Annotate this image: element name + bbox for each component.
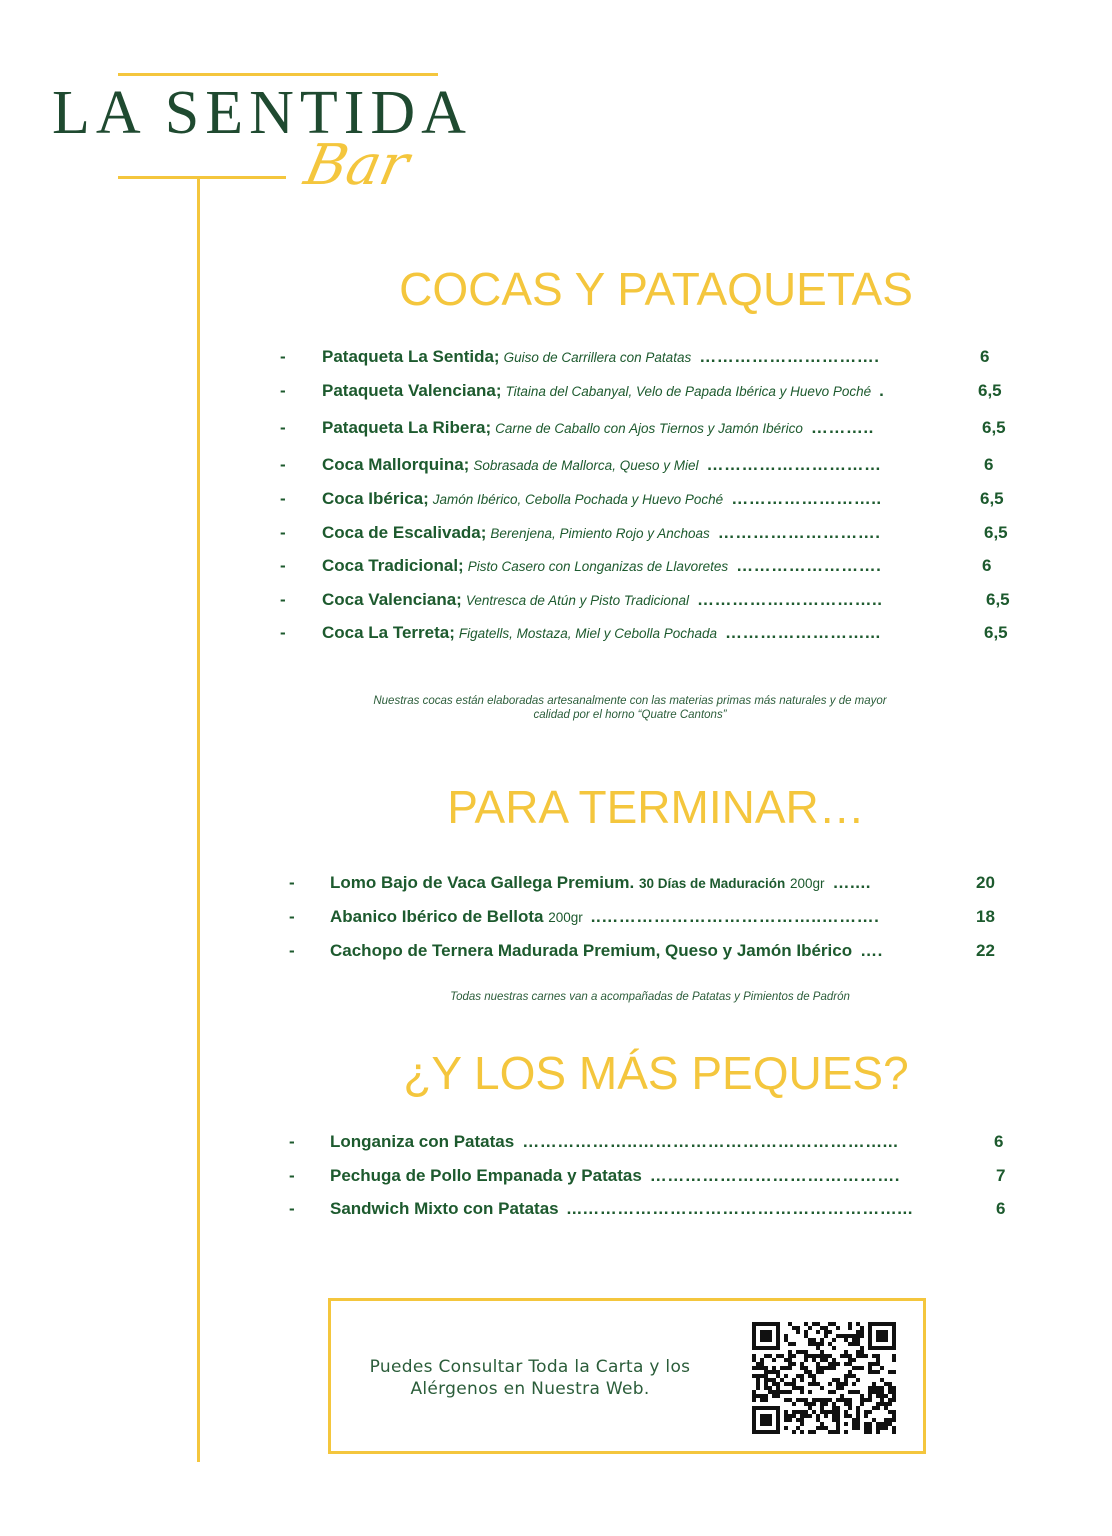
menu-item-name: Pataqueta La Sentida;: [322, 347, 500, 366]
menu-item-name: Cachopo de Ternera Madurada Premium, Queso y Jamón Ibérico: [330, 941, 853, 960]
brand-sub-script: Bar: [299, 133, 415, 198]
menu-item-leader-dots: ………..: [810, 418, 874, 437]
item-dash: -: [289, 873, 295, 892]
menu-item-name: Sandwich Mixto con Patatas: [330, 1199, 559, 1218]
brand-name: LA SENTIDA: [52, 79, 472, 147]
menu-item: [322, 489, 882, 509]
menu-item-name: Coca de Escalivada;: [322, 523, 487, 542]
section-title-peques: ¿Y LOS MÁS PEQUES?: [403, 1047, 909, 1099]
item-dash: -: [289, 1199, 295, 1218]
item-dash: -: [280, 418, 286, 437]
item-dash: -: [289, 941, 295, 960]
menu-item-leader-dots: ….: [860, 941, 883, 960]
menu-item-name: Coca Tradicional;: [322, 556, 464, 575]
menu-item-leader-dots: …………………….: [736, 556, 882, 575]
menu-item-price: 6: [996, 1199, 1006, 1218]
menu-item-description: Pisto Casero con Longanizas de Llavoretes: [467, 559, 729, 574]
menu-item-leader-dots: ……………………..: [731, 489, 882, 508]
qr-code-icon[interactable]: [752, 1322, 896, 1434]
footer-line-1: Puedes Consultar Toda la Carta y los: [369, 1357, 691, 1377]
menu-item-price: 6,5: [984, 523, 1008, 542]
menu-item-name: Pechuga de Pollo Empanada y Patatas: [330, 1166, 642, 1185]
menu-item-price: 18: [976, 907, 995, 926]
item-dash: -: [280, 590, 286, 609]
menu-item: [322, 590, 882, 610]
menu-item-leader-dots: ……………………….: [717, 523, 881, 542]
menu-item: [330, 941, 883, 961]
menu-item-price: 6,5: [980, 489, 1004, 508]
menu-item-name: Coca La Terreta;: [322, 623, 455, 642]
menu-item-weight: 200gr: [548, 910, 583, 925]
menu-item-description: Figatells, Mostaza, Miel y Cebolla Pochada: [458, 626, 718, 641]
menu-item-leader-dots: ………………..……………………………………...: [522, 1132, 899, 1151]
item-dash: -: [280, 455, 286, 474]
item-dash: -: [280, 381, 286, 400]
section-title-cocas: COCAS Y PATAQUETAS: [399, 263, 913, 315]
menu-item-leader-dots: ……………………...: [725, 623, 881, 642]
menu-item-description: Jamón Ibérico, Cebolla Pochada y Huevo Poché: [432, 492, 724, 507]
menu-item-price: 7: [996, 1166, 1006, 1185]
menu-item: [330, 873, 871, 893]
menu-item-price: 6: [980, 347, 990, 366]
menu-item-price: 6: [994, 1132, 1004, 1151]
menu-item-name: Abanico Ibérico de Bellota: [330, 907, 544, 926]
menu-item: [330, 1199, 913, 1219]
menu-item-leader-dots: …………………………………….: [649, 1166, 901, 1185]
menu-item-name: Lomo Bajo de Vaca Gallega Premium.: [330, 873, 635, 892]
menu-item-leader-dots: ..………………………………..……….: [590, 907, 880, 926]
menu-item-weight: 200gr: [790, 876, 825, 891]
item-dash: -: [280, 489, 286, 508]
menu-item-price: 6,5: [982, 418, 1006, 437]
menu-item: [322, 418, 874, 438]
menu-item-aging: 30 Días de Maduración: [638, 876, 786, 891]
menu-item: [330, 1132, 898, 1152]
menu-item-price: 6: [984, 455, 994, 474]
cocas-note-line-2: calidad por el horno “Quatre Cantons”: [533, 709, 727, 721]
menu-item-leader-dots: …....: [832, 873, 871, 892]
section-title-para-terminar: PARA TERMINAR…: [447, 781, 865, 833]
footer-line-2: Alérgenos en Nuestra Web.: [410, 1379, 650, 1399]
menu-item: [330, 1166, 900, 1186]
menu-item-name: Pataqueta La Ribera;: [322, 418, 492, 437]
item-dash: -: [280, 623, 286, 642]
item-dash: -: [289, 1166, 295, 1185]
menu-item-description: Carne de Caballo con Ajos Tiernos y Jamón Ibérico: [495, 421, 803, 436]
item-dash: -: [289, 1132, 295, 1151]
menu-item-price: 22: [976, 941, 995, 960]
menu-item-name: Longaniza con Patatas: [330, 1132, 515, 1151]
menu-item-price: 6,5: [978, 381, 1002, 400]
menu-item-name: Coca Valenciana;: [322, 590, 462, 609]
menu-item-name: Coca Ibérica;: [322, 489, 429, 508]
menu-item-description: Ventresca de Atún y Pisto Tradicional: [465, 593, 689, 608]
menu-item-description: Titaina del Cabanyal, Velo de Papada Ibérica y Huevo Poché: [505, 384, 872, 399]
item-dash: -: [289, 907, 295, 926]
carnes-note: Todas nuestras carnes van a acompañadas de Patatas y Pimientos de Padrón: [450, 991, 850, 1003]
menu-item-description: Berenjena, Pimiento Rojo y Anchoas: [490, 526, 710, 541]
item-dash: -: [280, 523, 286, 542]
menu-item: [330, 907, 879, 927]
menu-item: [322, 623, 881, 643]
menu-item-description: Guiso de Carrillera con Patatas: [503, 350, 692, 365]
menu-item-price: 6,5: [984, 623, 1008, 642]
item-dash: -: [280, 556, 286, 575]
menu-item-leader-dots: ...………………………………………………...: [566, 1199, 913, 1218]
menu-item-price: 6,5: [986, 590, 1010, 609]
menu-item-description: Sobrasada de Mallorca, Queso y Miel: [473, 458, 699, 473]
menu-item: [322, 347, 879, 367]
item-dash: -: [280, 347, 286, 366]
menu-item-name: Pataqueta Valenciana;: [322, 381, 502, 400]
menu-item-leader-dots: ………………………….: [699, 347, 880, 366]
cocas-note-line-1: Nuestras cocas están elaboradas artesanalmente con las materias primas más naturales y de mayor: [373, 695, 887, 707]
menu-item-price: 20: [976, 873, 995, 892]
cocas-note: [300, 694, 960, 722]
menu-item-name: Coca Mallorquina;: [322, 455, 470, 474]
menu-item: [322, 556, 881, 576]
menu-item-leader-dots: .: [879, 381, 885, 400]
menu-item-leader-dots: …………………………..: [696, 590, 883, 609]
menu-item: [322, 455, 881, 475]
footer-text: [362, 1356, 698, 1400]
mid-rule: [118, 176, 286, 179]
menu-item: [322, 381, 884, 401]
menu-item-leader-dots: …………………………: [706, 455, 882, 474]
menu-item-price: 6: [982, 556, 992, 575]
menu-item: [322, 523, 881, 543]
top-rule: [118, 73, 438, 76]
